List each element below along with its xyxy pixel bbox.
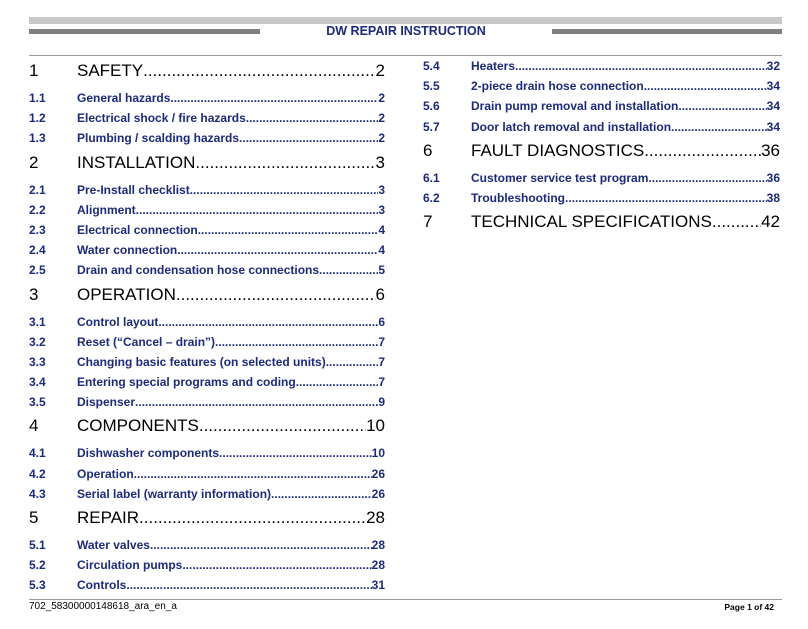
toc-chapter-entry [29, 281, 385, 308]
toc-entry-page: 34 [766, 79, 780, 94]
footer-page-number: Page 1 of 42 [724, 602, 774, 612]
toc-dot-leader [215, 332, 378, 352]
toc-column-left [29, 57, 385, 596]
toc-entry-page: 7 [378, 334, 385, 349]
toc-section-entry[interactable] [29, 535, 385, 555]
toc-entry-page: 4 [378, 243, 385, 258]
toc-dot-leader [195, 149, 375, 176]
toc-dot-leader [246, 108, 379, 128]
toc-chapter-entry [29, 412, 385, 439]
toc-entry-number: 3.3 [29, 354, 46, 369]
toc-entry-page: 10 [371, 446, 385, 461]
toc-entry-number: 1.3 [29, 131, 46, 146]
footer-divider [29, 599, 782, 600]
toc-entry-number: 2.4 [29, 243, 46, 258]
toc-entry-page: 6 [378, 314, 385, 329]
toc-section-entry[interactable] [423, 168, 780, 188]
toc-entry-title: Troubleshooting [471, 190, 565, 205]
toc-dot-leader [135, 392, 378, 412]
header-bar-right [552, 29, 782, 34]
toc-entry-title: Pre-Install checklist [77, 182, 190, 197]
toc-section-entry[interactable] [29, 312, 385, 332]
toc-entry-title: Controls [77, 578, 127, 593]
toc-dot-leader [515, 56, 767, 76]
toc-entry-title: Water connection [77, 243, 178, 258]
toc-entry-number: 5.3 [29, 578, 46, 593]
toc-dot-leader [199, 412, 366, 439]
toc-dot-leader [139, 504, 366, 531]
toc-entry-number: 3 [29, 284, 39, 304]
toc-section-entry[interactable] [423, 117, 780, 137]
toc-entry-number: 6.2 [423, 190, 440, 205]
toc-dot-leader [126, 575, 371, 595]
toc-dot-leader [170, 88, 378, 108]
toc-entry-page: 3 [375, 152, 385, 172]
toc-dot-leader [198, 220, 379, 240]
toc-entry-title: Operation [77, 466, 134, 481]
toc-entry-number: 5.6 [423, 99, 440, 114]
toc-entry-number: 1.2 [29, 111, 46, 126]
footer-document-id: 702_58300000148618_ara_en_a [29, 601, 177, 612]
toc-dot-leader [712, 208, 761, 235]
toc-column-right [423, 56, 780, 239]
toc-entry-number: 5 [29, 508, 39, 527]
header-bar-top [29, 17, 782, 24]
toc-entry-number: 7 [423, 212, 433, 232]
toc-entry-title: REPAIR [77, 508, 140, 527]
toc-entry-title: Control layout [77, 314, 159, 329]
toc-entry-page: 26 [371, 466, 385, 481]
toc-entry-title: Electrical shock / fire hazards [77, 111, 246, 126]
toc-entry-page: 28 [366, 508, 385, 527]
toc-section-entry[interactable] [29, 443, 385, 463]
toc-entry-page: 7 [378, 354, 385, 369]
toc-entry-number: 3.4 [29, 375, 46, 390]
toc-section-entry[interactable] [29, 392, 385, 412]
toc-entry-page: 5 [378, 263, 385, 278]
toc-entry-title: Entering special programs and coding [77, 375, 296, 390]
toc-chapter-entry [29, 149, 385, 176]
toc-dot-leader [319, 260, 378, 280]
toc-chapter-entry [423, 208, 780, 235]
toc-chapter-entry [29, 57, 385, 84]
toc-entry-title: Plumbing / scalding hazards [77, 131, 240, 146]
toc-entry-number: 3.5 [29, 395, 46, 410]
toc-entry-title: Changing basic features (on selected units) [77, 354, 326, 369]
toc-entry-title: Heaters [471, 59, 516, 73]
toc-entry-page: 26 [371, 486, 385, 501]
toc-dot-leader [565, 188, 767, 208]
toc-dot-leader [296, 372, 379, 392]
toc-dot-leader [219, 443, 372, 463]
toc-dot-leader [190, 180, 379, 200]
toc-dot-leader [671, 117, 767, 137]
toc-entry-number: 4.1 [29, 446, 46, 461]
toc-entry-number: 5.5 [423, 79, 440, 94]
toc-dot-leader [150, 535, 372, 555]
toc-entry-title: INSTALLATION [77, 152, 196, 172]
toc-section-entry[interactable] [423, 188, 780, 208]
toc-section-entry[interactable] [29, 464, 385, 484]
toc-entry-title: Alignment [77, 202, 136, 217]
toc-chapter-entry [29, 504, 385, 531]
toc-section-entry[interactable] [423, 56, 780, 76]
toc-entry-title: Drain and condensation hose connections [77, 263, 320, 278]
toc-dot-leader [177, 240, 378, 260]
toc-entry-number: 1.1 [29, 91, 46, 105]
toc-section-entry[interactable] [29, 128, 385, 148]
toc-entry-title: Water valves [77, 538, 150, 552]
toc-dot-leader [644, 76, 767, 96]
toc-dot-leader [176, 281, 376, 308]
toc-section-entry[interactable] [29, 108, 385, 128]
toc-entry-page: 28 [371, 538, 385, 552]
toc-section-entry[interactable] [423, 96, 780, 116]
toc-entry-page: 9 [378, 395, 385, 410]
toc-entry-number: 1 [29, 61, 39, 80]
toc-section-entry[interactable] [29, 372, 385, 392]
toc-section-entry[interactable] [29, 180, 385, 200]
toc-section-entry[interactable] [29, 555, 385, 575]
toc-entry-page: 2 [378, 111, 385, 126]
toc-entry-number: 4.2 [29, 466, 46, 481]
toc-entry-number: 3.1 [29, 314, 46, 329]
toc-entry-page: 6 [375, 284, 385, 304]
toc-dot-leader [648, 168, 766, 188]
document-title: DW REPAIR INSTRUCTION [326, 24, 486, 38]
toc-entry-number: 2.5 [29, 263, 46, 278]
toc-entry-number: 2 [29, 152, 39, 172]
toc-entry-page: 36 [761, 140, 780, 160]
toc-entry-title: Drain pump removal and installation [471, 99, 679, 114]
toc-entry-page: 2 [378, 91, 385, 105]
toc-entry-page: 38 [766, 190, 780, 205]
toc-entry-number: 5.2 [29, 558, 46, 573]
toc-entry-title: Electrical connection [77, 222, 198, 237]
toc-entry-title: Dispenser [77, 395, 136, 410]
toc-entry-title: Serial label (warranty information) [77, 486, 272, 501]
toc-dot-leader [134, 464, 372, 484]
toc-section-entry[interactable] [29, 260, 385, 280]
toc-entry-page: 28 [371, 558, 385, 573]
toc-entry-page: 34 [766, 99, 780, 114]
toc-entry-title: Reset (“Cancel – drain”) [77, 334, 216, 349]
toc-entry-title: SAFETY [77, 61, 144, 80]
toc-entry-title: Dishwasher components [77, 446, 220, 461]
toc-section-entry[interactable] [29, 240, 385, 260]
toc-entry-title: General hazards [77, 91, 171, 105]
toc-entry-title: Customer service test program [471, 170, 649, 185]
header-bar-left [29, 29, 260, 34]
toc-section-entry[interactable] [29, 88, 385, 108]
toc-section-entry[interactable] [29, 352, 385, 372]
toc-section-entry[interactable] [29, 332, 385, 352]
toc-section-entry[interactable] [29, 220, 385, 240]
toc-entry-page: 31 [371, 578, 385, 593]
toc-section-entry[interactable] [29, 575, 385, 595]
toc-dot-leader [678, 96, 766, 116]
toc-entry-number: 4 [29, 416, 39, 436]
toc-entry-number: 6.1 [423, 170, 440, 185]
toc-entry-number: 6 [423, 140, 433, 160]
toc-entry-title: Door latch removal and installation [471, 119, 672, 134]
toc-entry-page: 7 [378, 375, 385, 390]
toc-entry-page: 4 [378, 222, 385, 237]
toc-entry-page: 10 [366, 416, 385, 436]
toc-dot-leader [143, 57, 375, 84]
toc-entry-page: 2 [378, 131, 385, 146]
toc-entry-title: 2-piece drain hose connection [471, 79, 644, 94]
toc-entry-page: 36 [766, 170, 780, 185]
toc-entry-number: 2.2 [29, 202, 46, 217]
chapter-spacer [423, 235, 780, 239]
toc-entry-number: 2.3 [29, 222, 46, 237]
toc-entry-title: TECHNICAL SPECIFICATIONS [471, 212, 712, 232]
toc-entry-page: 3 [378, 182, 385, 197]
toc-dot-leader [182, 555, 371, 575]
toc-entry-title: OPERATION [77, 284, 176, 304]
toc-section-entry[interactable] [423, 76, 780, 96]
toc-entry-number: 5.4 [423, 59, 440, 73]
toc-dot-leader [158, 312, 378, 332]
toc-section-entry[interactable] [29, 200, 385, 220]
toc-entry-number: 4.3 [29, 486, 46, 501]
toc-dot-leader [326, 352, 379, 372]
toc-entry-number: 2.1 [29, 182, 46, 197]
toc-entry-title: FAULT DIAGNOSTICS [471, 140, 645, 160]
toc-dot-leader [644, 137, 761, 164]
toc-entry-page: 3 [378, 202, 385, 217]
toc-entry-page: 2 [375, 61, 385, 80]
toc-entry-number: 5.7 [423, 119, 440, 134]
toc-entry-title: COMPONENTS [77, 416, 199, 436]
toc-dot-leader [271, 484, 372, 504]
toc-entry-page: 42 [761, 212, 780, 232]
toc-section-entry[interactable] [29, 484, 385, 504]
toc-entry-title: Circulation pumps [77, 558, 183, 573]
toc-entry-page: 32 [766, 59, 780, 73]
toc-dot-leader [239, 128, 378, 148]
toc-entry-number: 5.1 [29, 538, 46, 552]
toc-entry-number: 3.2 [29, 334, 46, 349]
toc-chapter-entry [423, 137, 780, 164]
toc-dot-leader [136, 200, 379, 220]
toc-entry-page: 34 [766, 119, 780, 134]
